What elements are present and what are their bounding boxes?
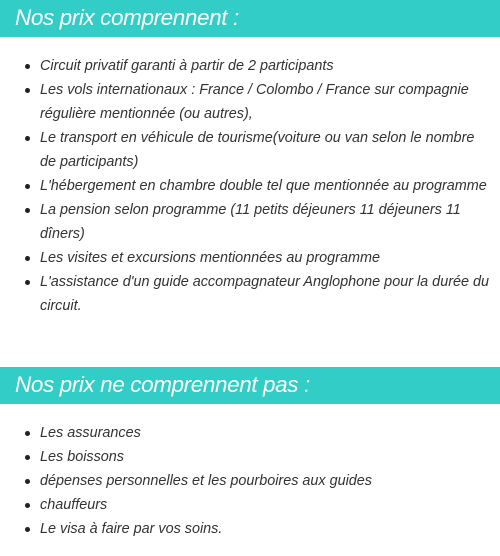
- excluded-header-band: [0, 367, 500, 404]
- included-header-band: [0, 0, 500, 37]
- included-item-text: Les vols internationaux : France / Colombo / France sur compagnie régulière mentionnée (ou autres),: [40, 82, 469, 122]
- included-title: Nos prix comprennent :: [15, 5, 239, 31]
- excluded-item-text: Les assurances: [40, 425, 141, 441]
- included-item-text: La pension selon programme (11 petits déjeuners 11 déjeuners 11 dîners): [40, 202, 461, 242]
- included-item-text: Les visites et excursions mentionnées au programme: [40, 250, 380, 266]
- included-list-item: [0, 126, 500, 174]
- bullet-icon: [25, 88, 30, 93]
- included-item-text: L'assistance d'un guide accompagnateur Anglophone pour la durée du circuit.: [40, 274, 489, 314]
- excluded-item-text: dépenses personnelles et les pourboires aux guides: [40, 473, 373, 489]
- bullet-icon: [25, 479, 30, 484]
- included-item-text: Circuit privatif garanti à partir de 2 participants: [40, 58, 334, 74]
- included-list-item: [0, 246, 500, 270]
- included-list-item: [0, 198, 500, 246]
- excluded-list-item: [0, 421, 500, 445]
- bullet-icon: [25, 455, 30, 460]
- bullet-icon: [25, 256, 30, 261]
- excluded-title: Nos prix ne comprennent pas :: [15, 372, 310, 398]
- excluded-list: [0, 421, 500, 541]
- included-item-text: Le transport en véhicule de tourisme(voiture ou van selon le nombre de participants): [40, 130, 475, 170]
- excluded-list-item: [0, 469, 500, 493]
- bullet-icon: [25, 503, 30, 508]
- excluded-list-item: [0, 445, 500, 469]
- bullet-icon: [25, 184, 30, 189]
- excluded-item-text: chauffeurs: [40, 497, 108, 513]
- included-list: [0, 54, 500, 318]
- included-item-text: L'hébergement en chambre double tel que mentionnée au programme: [40, 178, 487, 194]
- bullet-icon: [25, 431, 30, 436]
- excluded-list-item: [0, 517, 500, 541]
- bullet-icon: [25, 208, 30, 213]
- bullet-icon: [25, 280, 30, 285]
- included-list-item: [0, 54, 500, 78]
- included-list-item: [0, 270, 500, 318]
- bullet-icon: [25, 527, 30, 532]
- included-list-item: [0, 174, 500, 198]
- bullet-icon: [25, 64, 30, 69]
- excluded-section: [0, 367, 500, 541]
- excluded-item-text: Les boissons: [40, 449, 124, 465]
- included-list-item: [0, 78, 500, 126]
- excluded-item-text: Le visa à faire par vos soins.: [40, 521, 223, 537]
- excluded-list-item: [0, 493, 500, 517]
- bullet-icon: [25, 136, 30, 141]
